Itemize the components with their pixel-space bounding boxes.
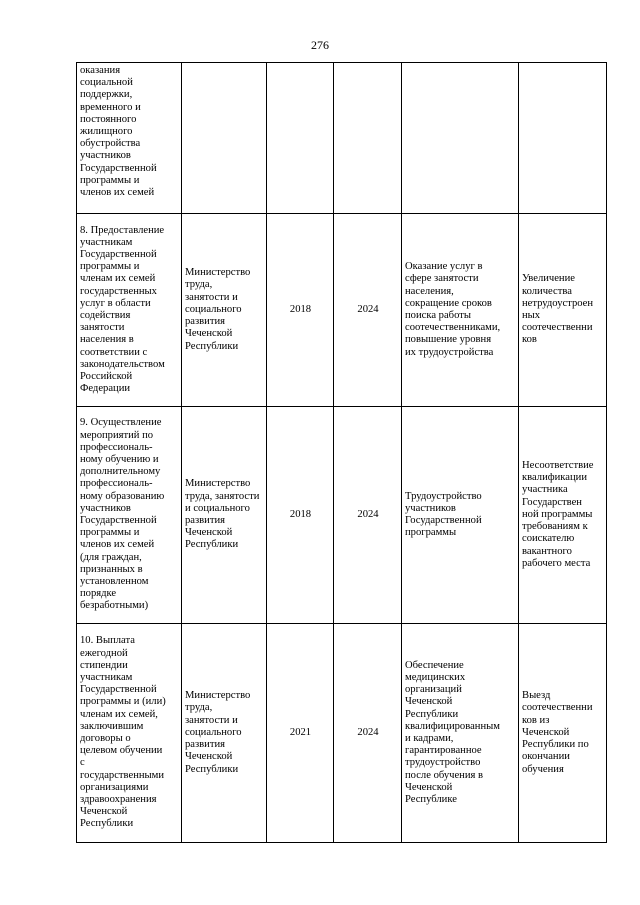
measure-cell: 9. Осуществление мероприятий по профессиональ- ному обучению и дополнительному профессиональ- ному образованию участников Государственной программы и членов их семей (для граждан, признанных в установленном порядке безработными) — [77, 407, 182, 624]
end-year-cell: 2024 — [334, 624, 402, 843]
executor-cell — [182, 63, 267, 214]
table-row — [77, 63, 607, 214]
result-cell: Обеспечение медицинских организаций Чеченской Республики квалифицированным и кадрами, гарантированное трудоустройство после обучения в Чеченской Республике — [402, 624, 519, 843]
risk-cell: Увеличение количества нетрудоустроен ных соотечественни ков — [519, 214, 607, 407]
measure-cell: 8. Предоставление участникам Государственной программы и членам их семей государственных услуг в области содействия занятости населения в соответствии с законодательством Российской Федерации — [77, 214, 182, 407]
result-cell: Оказание услуг в сфере занятости населения, сокращение сроков поиска работы соотечественниками, повышение уровня их трудоустройства — [402, 214, 519, 407]
end-year-cell — [334, 63, 402, 214]
measure-cell: оказания социальной поддержки, временного и постоянного жилищного обустройства участников Государственной программы и членов их семей — [77, 63, 182, 214]
start-year-cell: 2018 — [267, 214, 334, 407]
result-cell — [402, 63, 519, 214]
table-row — [77, 214, 607, 407]
end-year-cell: 2024 — [334, 214, 402, 407]
start-year-cell — [267, 63, 334, 214]
risk-cell: Выезд соотечественни ков из Чеченской Республики по окончании обучения — [519, 624, 607, 843]
start-year-cell: 2018 — [267, 407, 334, 624]
measure-cell: 10. Выплата ежегодной стипендии участникам Государственной программы и (или) членам их семей, заключившим договоры о целевом обучении с государственными организациями здравоохранения Чеченской Республики — [77, 624, 182, 843]
executor-cell: Министерство труда, занятости и социального развития Чеченской Республики — [182, 407, 267, 624]
table-row — [77, 407, 607, 624]
executor-cell: Министерство труда, занятости и социального развития Чеченской Республики — [182, 214, 267, 407]
program-measures-table — [76, 62, 607, 843]
executor-cell: Министерство труда, занятости и социального развития Чеченской Республики — [182, 624, 267, 843]
risk-cell — [519, 63, 607, 214]
page-number: 276 — [311, 38, 329, 52]
start-year-cell: 2021 — [267, 624, 334, 843]
result-cell: Трудоустройство участников Государственной программы — [402, 407, 519, 624]
end-year-cell: 2024 — [334, 407, 402, 624]
risk-cell: Несоответствие квалификации участника Государствен ной программы требованиям к соискателю вакантного рабочего места — [519, 407, 607, 624]
table-row — [77, 624, 607, 843]
